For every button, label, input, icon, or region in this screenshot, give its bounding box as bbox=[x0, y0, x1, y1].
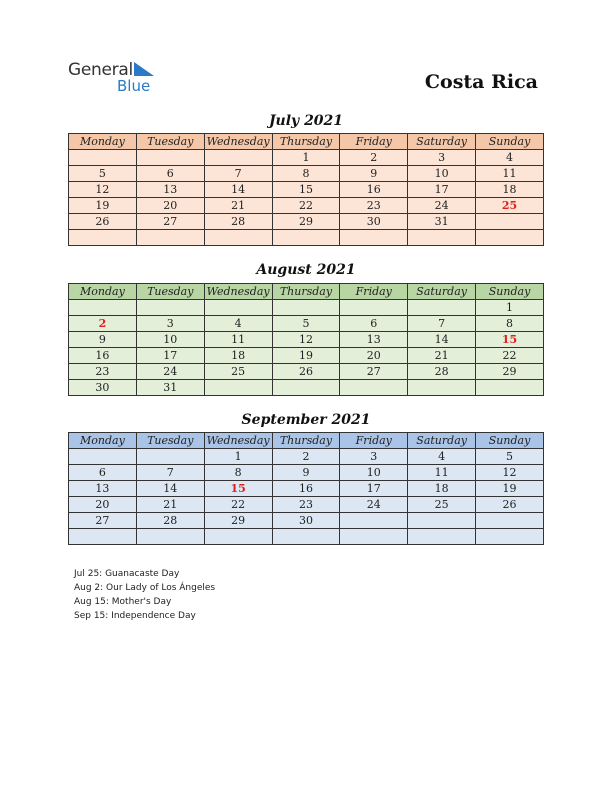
day-cell: 27 bbox=[136, 214, 204, 230]
day-cell: 17 bbox=[408, 182, 476, 198]
weekday-header: Sunday bbox=[476, 134, 544, 150]
day-cell bbox=[340, 529, 408, 545]
day-cell: 19 bbox=[476, 481, 544, 497]
day-cell: 20 bbox=[69, 497, 137, 513]
day-cell: 4 bbox=[408, 449, 476, 465]
day-cell bbox=[204, 529, 272, 545]
day-cell: 15 bbox=[476, 332, 544, 348]
day-cell bbox=[204, 150, 272, 166]
weekday-header: Saturday bbox=[408, 284, 476, 300]
day-cell: 15 bbox=[272, 182, 340, 198]
day-cell: 4 bbox=[204, 316, 272, 332]
day-cell: 5 bbox=[69, 166, 137, 182]
day-cell: 12 bbox=[69, 182, 137, 198]
day-cell: 2 bbox=[69, 316, 137, 332]
day-cell: 13 bbox=[136, 182, 204, 198]
week-row bbox=[69, 150, 544, 166]
weekday-header: Friday bbox=[340, 284, 408, 300]
day-cell bbox=[69, 529, 137, 545]
day-cell: 7 bbox=[408, 316, 476, 332]
day-cell: 16 bbox=[340, 182, 408, 198]
weekday-header: Sunday bbox=[476, 433, 544, 449]
day-cell: 1 bbox=[476, 300, 544, 316]
day-cell: 30 bbox=[272, 513, 340, 529]
day-cell: 9 bbox=[340, 166, 408, 182]
day-cell: 23 bbox=[340, 198, 408, 214]
day-cell: 13 bbox=[69, 481, 137, 497]
day-cell bbox=[476, 214, 544, 230]
day-cell: 20 bbox=[340, 348, 408, 364]
day-cell: 26 bbox=[476, 497, 544, 513]
brand-blue-text: Blue bbox=[117, 77, 151, 95]
day-cell bbox=[340, 513, 408, 529]
day-cell: 29 bbox=[476, 364, 544, 380]
month-table bbox=[68, 133, 544, 246]
week-row bbox=[69, 449, 544, 465]
day-cell: 14 bbox=[204, 182, 272, 198]
day-cell: 19 bbox=[272, 348, 340, 364]
day-cell: 17 bbox=[136, 348, 204, 364]
day-cell: 2 bbox=[272, 449, 340, 465]
day-cell: 28 bbox=[136, 513, 204, 529]
day-cell bbox=[204, 380, 272, 396]
weekday-header: Wednesday bbox=[204, 433, 272, 449]
day-cell: 26 bbox=[69, 214, 137, 230]
day-cell: 9 bbox=[272, 465, 340, 481]
day-cell: 7 bbox=[204, 166, 272, 182]
day-cell bbox=[340, 300, 408, 316]
month-title: August 2021 bbox=[256, 262, 356, 278]
day-cell: 27 bbox=[340, 364, 408, 380]
weekday-header: Monday bbox=[69, 134, 137, 150]
day-cell: 10 bbox=[408, 166, 476, 182]
day-cell bbox=[69, 230, 137, 246]
weekday-header-row bbox=[69, 433, 544, 449]
month-table bbox=[68, 432, 544, 545]
weekday-header: Friday bbox=[340, 134, 408, 150]
day-cell: 2 bbox=[340, 150, 408, 166]
country-title: Costa Rica bbox=[424, 71, 538, 93]
day-cell: 28 bbox=[408, 364, 476, 380]
day-cell: 18 bbox=[408, 481, 476, 497]
week-row bbox=[69, 481, 544, 497]
day-cell bbox=[272, 529, 340, 545]
weekday-header: Thursday bbox=[272, 134, 340, 150]
day-cell bbox=[136, 300, 204, 316]
weekday-header: Wednesday bbox=[204, 284, 272, 300]
week-row bbox=[69, 348, 544, 364]
day-cell: 5 bbox=[272, 316, 340, 332]
weekday-header: Saturday bbox=[408, 433, 476, 449]
day-cell: 10 bbox=[136, 332, 204, 348]
day-cell: 25 bbox=[476, 198, 544, 214]
week-row bbox=[69, 364, 544, 380]
day-cell bbox=[272, 380, 340, 396]
day-cell bbox=[136, 449, 204, 465]
day-cell bbox=[408, 230, 476, 246]
day-cell: 30 bbox=[340, 214, 408, 230]
day-cell: 16 bbox=[69, 348, 137, 364]
weekday-header: Saturday bbox=[408, 134, 476, 150]
day-cell: 3 bbox=[408, 150, 476, 166]
weekday-header: Sunday bbox=[476, 284, 544, 300]
week-row bbox=[69, 529, 544, 545]
weekday-header: Tuesday bbox=[136, 284, 204, 300]
weekday-header: Tuesday bbox=[136, 433, 204, 449]
day-cell bbox=[272, 300, 340, 316]
day-cell bbox=[204, 300, 272, 316]
day-cell bbox=[408, 529, 476, 545]
day-cell bbox=[69, 300, 137, 316]
day-cell: 6 bbox=[69, 465, 137, 481]
weekday-header-row bbox=[69, 134, 544, 150]
day-cell: 8 bbox=[476, 316, 544, 332]
week-row bbox=[69, 513, 544, 529]
day-cell: 3 bbox=[136, 316, 204, 332]
day-cell bbox=[136, 150, 204, 166]
day-cell: 6 bbox=[340, 316, 408, 332]
day-cell: 27 bbox=[69, 513, 137, 529]
day-cell: 24 bbox=[408, 198, 476, 214]
weekday-header-row bbox=[69, 284, 544, 300]
weekday-header: Monday bbox=[69, 433, 137, 449]
brand-logo bbox=[68, 60, 168, 96]
day-cell bbox=[476, 513, 544, 529]
day-cell: 18 bbox=[204, 348, 272, 364]
week-row bbox=[69, 380, 544, 396]
day-cell: 15 bbox=[204, 481, 272, 497]
day-cell: 24 bbox=[340, 497, 408, 513]
weekday-header: Tuesday bbox=[136, 134, 204, 150]
day-cell bbox=[476, 529, 544, 545]
day-cell: 29 bbox=[204, 513, 272, 529]
day-cell bbox=[272, 230, 340, 246]
weekday-header: Monday bbox=[69, 284, 137, 300]
day-cell bbox=[69, 150, 137, 166]
holiday-notes bbox=[74, 567, 215, 623]
day-cell bbox=[476, 380, 544, 396]
day-cell: 31 bbox=[408, 214, 476, 230]
day-cell: 16 bbox=[272, 481, 340, 497]
brand-general-text: General bbox=[68, 60, 133, 80]
day-cell: 14 bbox=[136, 481, 204, 497]
day-cell bbox=[408, 513, 476, 529]
week-row bbox=[69, 230, 544, 246]
day-cell: 30 bbox=[69, 380, 137, 396]
day-cell: 29 bbox=[272, 214, 340, 230]
weekday-header: Thursday bbox=[272, 284, 340, 300]
day-cell bbox=[136, 529, 204, 545]
day-cell: 18 bbox=[476, 182, 544, 198]
day-cell: 11 bbox=[204, 332, 272, 348]
day-cell: 20 bbox=[136, 198, 204, 214]
day-cell bbox=[408, 300, 476, 316]
day-cell: 22 bbox=[476, 348, 544, 364]
holiday-note: Sep 15: Independence Day bbox=[74, 611, 196, 621]
day-cell: 21 bbox=[204, 198, 272, 214]
day-cell: 19 bbox=[69, 198, 137, 214]
day-cell: 10 bbox=[340, 465, 408, 481]
day-cell bbox=[340, 380, 408, 396]
weekday-header: Wednesday bbox=[204, 134, 272, 150]
month-title: September 2021 bbox=[241, 412, 371, 428]
day-cell bbox=[340, 230, 408, 246]
day-cell: 7 bbox=[136, 465, 204, 481]
day-cell: 22 bbox=[204, 497, 272, 513]
day-cell: 8 bbox=[272, 166, 340, 182]
day-cell: 1 bbox=[204, 449, 272, 465]
day-cell bbox=[69, 449, 137, 465]
day-cell: 21 bbox=[408, 348, 476, 364]
day-cell: 25 bbox=[204, 364, 272, 380]
holiday-note: Jul 25: Guanacaste Day bbox=[74, 569, 180, 579]
day-cell bbox=[408, 380, 476, 396]
day-cell: 12 bbox=[476, 465, 544, 481]
week-row bbox=[69, 166, 544, 182]
weekday-header: Friday bbox=[340, 433, 408, 449]
day-cell bbox=[136, 230, 204, 246]
day-cell: 28 bbox=[204, 214, 272, 230]
week-row bbox=[69, 300, 544, 316]
day-cell: 31 bbox=[136, 380, 204, 396]
day-cell: 8 bbox=[204, 465, 272, 481]
holiday-note: Aug 2: Our Lady of Los Ángeles bbox=[74, 583, 216, 593]
day-cell: 14 bbox=[408, 332, 476, 348]
day-cell: 3 bbox=[340, 449, 408, 465]
day-cell: 12 bbox=[272, 332, 340, 348]
day-cell: 4 bbox=[476, 150, 544, 166]
weekday-header: Thursday bbox=[272, 433, 340, 449]
day-cell: 9 bbox=[69, 332, 137, 348]
day-cell: 5 bbox=[476, 449, 544, 465]
week-row bbox=[69, 182, 544, 198]
month-title: July 2021 bbox=[268, 113, 344, 129]
day-cell: 23 bbox=[272, 497, 340, 513]
day-cell: 17 bbox=[340, 481, 408, 497]
day-cell: 13 bbox=[340, 332, 408, 348]
day-cell: 1 bbox=[272, 150, 340, 166]
day-cell: 25 bbox=[408, 497, 476, 513]
week-row bbox=[69, 332, 544, 348]
day-cell: 26 bbox=[272, 364, 340, 380]
day-cell bbox=[204, 230, 272, 246]
day-cell: 11 bbox=[408, 465, 476, 481]
day-cell: 11 bbox=[476, 166, 544, 182]
day-cell: 21 bbox=[136, 497, 204, 513]
day-cell bbox=[476, 230, 544, 246]
week-row bbox=[69, 198, 544, 214]
flag-triangle-icon bbox=[134, 62, 154, 76]
week-row bbox=[69, 497, 544, 513]
day-cell: 23 bbox=[69, 364, 137, 380]
week-row bbox=[69, 214, 544, 230]
day-cell: 22 bbox=[272, 198, 340, 214]
day-cell: 6 bbox=[136, 166, 204, 182]
week-row bbox=[69, 316, 544, 332]
day-cell: 24 bbox=[136, 364, 204, 380]
week-row bbox=[69, 465, 544, 481]
holiday-note: Aug 15: Mother's Day bbox=[74, 597, 172, 607]
month-table bbox=[68, 283, 544, 396]
